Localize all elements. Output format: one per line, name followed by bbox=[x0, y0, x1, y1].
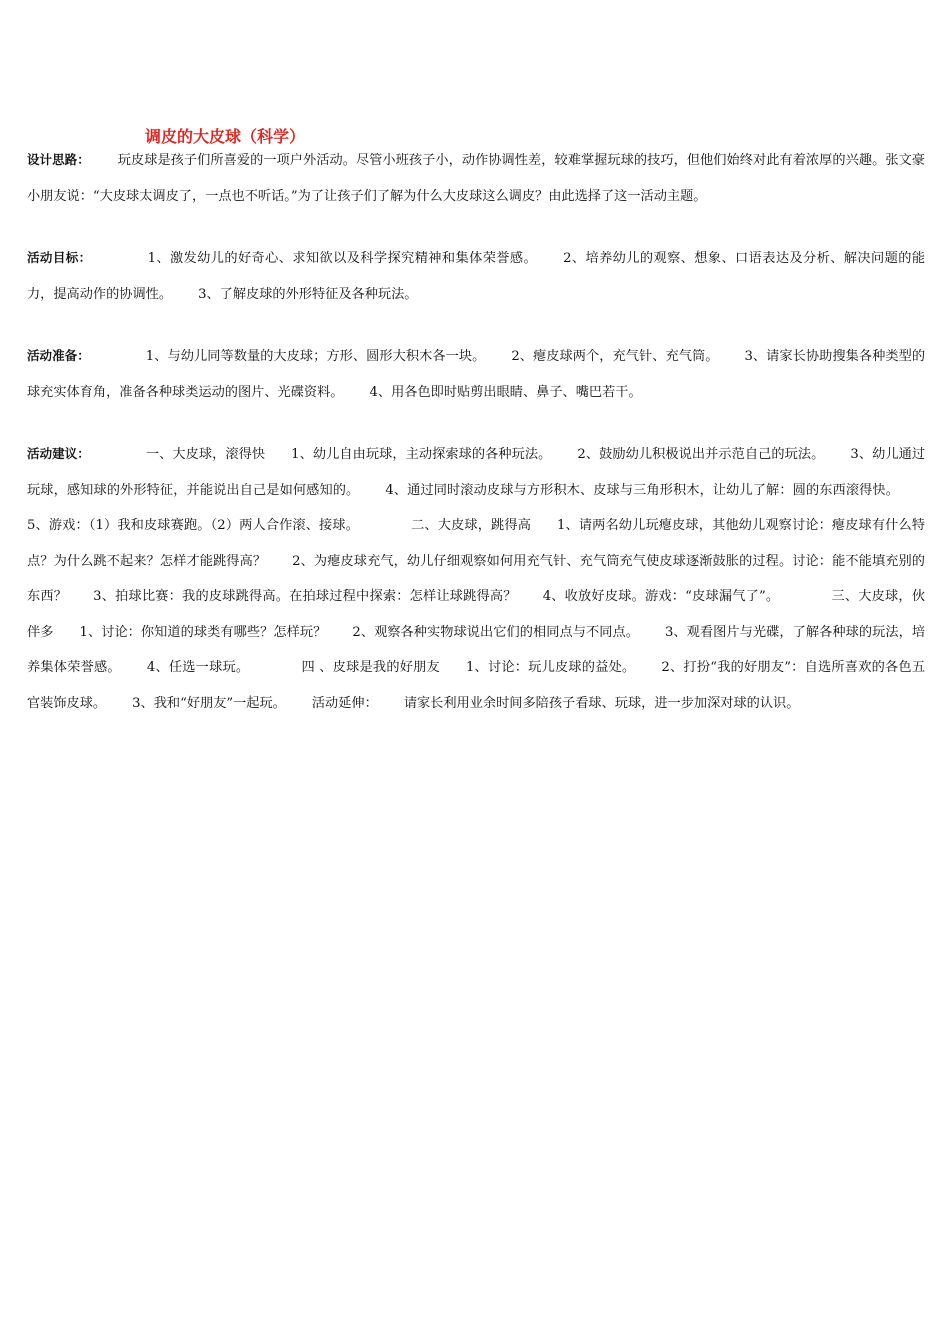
suggest-item: 3、我和“好朋友”一起玩。 bbox=[132, 695, 286, 711]
suggest-item: 3、幼儿通过玩球，感知球的外形特征，并能说出自己是如何感知的。 bbox=[27, 447, 926, 498]
design-section bbox=[27, 142, 925, 214]
suggest-section bbox=[27, 436, 925, 721]
suggest-item: 1、幼儿自由玩球，主动探索球的各种玩法。 bbox=[291, 447, 552, 462]
extension-text: 请家长利用业余时间多陪孩子看球、玩球，进一步加深对球的认识。 bbox=[403, 695, 800, 711]
part-heading: 四 、皮球是我的好朋友 bbox=[301, 660, 440, 675]
part-heading: 二、大皮球，跳得高 bbox=[411, 518, 532, 533]
suggest-label: 活动建议： bbox=[27, 446, 90, 461]
suggest-item: 1、讨论：你知道的球类有哪些？怎样玩？ bbox=[79, 624, 327, 640]
design-label: 设计思路： bbox=[27, 152, 90, 167]
goal-item: 3、了解皮球的外形特征及各种玩法。 bbox=[198, 286, 418, 302]
suggest-item: 2、为瘪皮球充气，幼儿仔细观察如何用充气针、充气筒充气使皮球逐渐鼓胀的过程。讨论：能不能填充别的东西？ bbox=[27, 553, 925, 604]
prep-label: 活动准备： bbox=[27, 348, 90, 363]
prep-item: 3、请家长协助搜集各种类型的球充实体育角，准备各种球类运动的图片、光碟资料。 bbox=[27, 349, 926, 400]
suggest-item: 2、观察各种实物球说出它们的相同点与不同点。 bbox=[352, 624, 639, 640]
extension-label: 活动延伸： bbox=[311, 695, 378, 711]
part-heading: 三、大皮球，伙伴多 bbox=[27, 589, 926, 640]
suggest-item: 5、游戏：（1）我和皮球赛跑。（2）两人合作滚、接球。 bbox=[27, 518, 360, 533]
part-heading: 一、大皮球，滚得快 bbox=[145, 447, 266, 462]
prep-item: 4、用各色即时贴剪出眼睛、鼻子、嘴巴若干。 bbox=[369, 384, 642, 400]
suggest-item: 4、收放好皮球。游戏：“皮球漏气了”。 bbox=[542, 589, 780, 604]
suggest-item: 2、打扮“我的好朋友”：自选所喜欢的各色五官装饰皮球。 bbox=[27, 660, 926, 711]
goal-item: 1、激发幼儿的好奇心、求知欲以及科学探究精神和集体荣誉感。 bbox=[147, 251, 538, 266]
design-text: 玩皮球是孩子们所喜爱的一项户外活动。尽管小班孩子小，动作协调性差，较难掌握玩球的技巧，但他们始终对此有着浓厚的兴趣。张文豪小朋友说：“大皮球太调皮了，一点也不听话。”为了让孩子们了解为什么大皮球这么调皮？由此选择了这一活动主题。 bbox=[27, 153, 925, 204]
prep-item: 1、与幼儿同等数量的大皮球；方形、圆形大积木各一块。 bbox=[145, 349, 486, 364]
suggest-item: 4、通过同时滚动皮球与方形积木、皮球与三角形积木，让幼儿了解：圆的东西滚得快。 bbox=[385, 482, 899, 498]
goals-label: 活动目标： bbox=[27, 250, 92, 265]
suggest-item: 3、拍球比赛：我的皮球跳得高。在拍球过程中探索：怎样让球跳得高？ bbox=[93, 589, 517, 604]
suggest-item: 2、鼓励幼儿积极说出并示范自己的玩法。 bbox=[577, 447, 825, 462]
prep-item: 2、瘪皮球两个，充气针、充气筒。 bbox=[511, 349, 719, 364]
suggest-item: 1、讨论：玩儿皮球的益处。 bbox=[465, 660, 636, 675]
goal-item: 2、培养幼儿的观察、想象、口语表达及分析、解决问题的能力，提高动作的协调性。 bbox=[27, 251, 926, 302]
suggest-item: 3、观看图片与光碟，了解各种球的玩法，培养集体荣誉感。 bbox=[27, 624, 926, 675]
goals-section bbox=[27, 240, 925, 312]
prep-section bbox=[27, 338, 925, 410]
suggest-item: 4、任选一球玩。 bbox=[146, 660, 250, 675]
document-title: 调皮的大皮球（科学） bbox=[145, 127, 306, 146]
suggest-item: 1、请两名幼儿玩瘪皮球，其他幼儿观察讨论：瘪皮球有什么特点？为什么跳不起来？怎样才能跳得高？ bbox=[27, 518, 926, 569]
